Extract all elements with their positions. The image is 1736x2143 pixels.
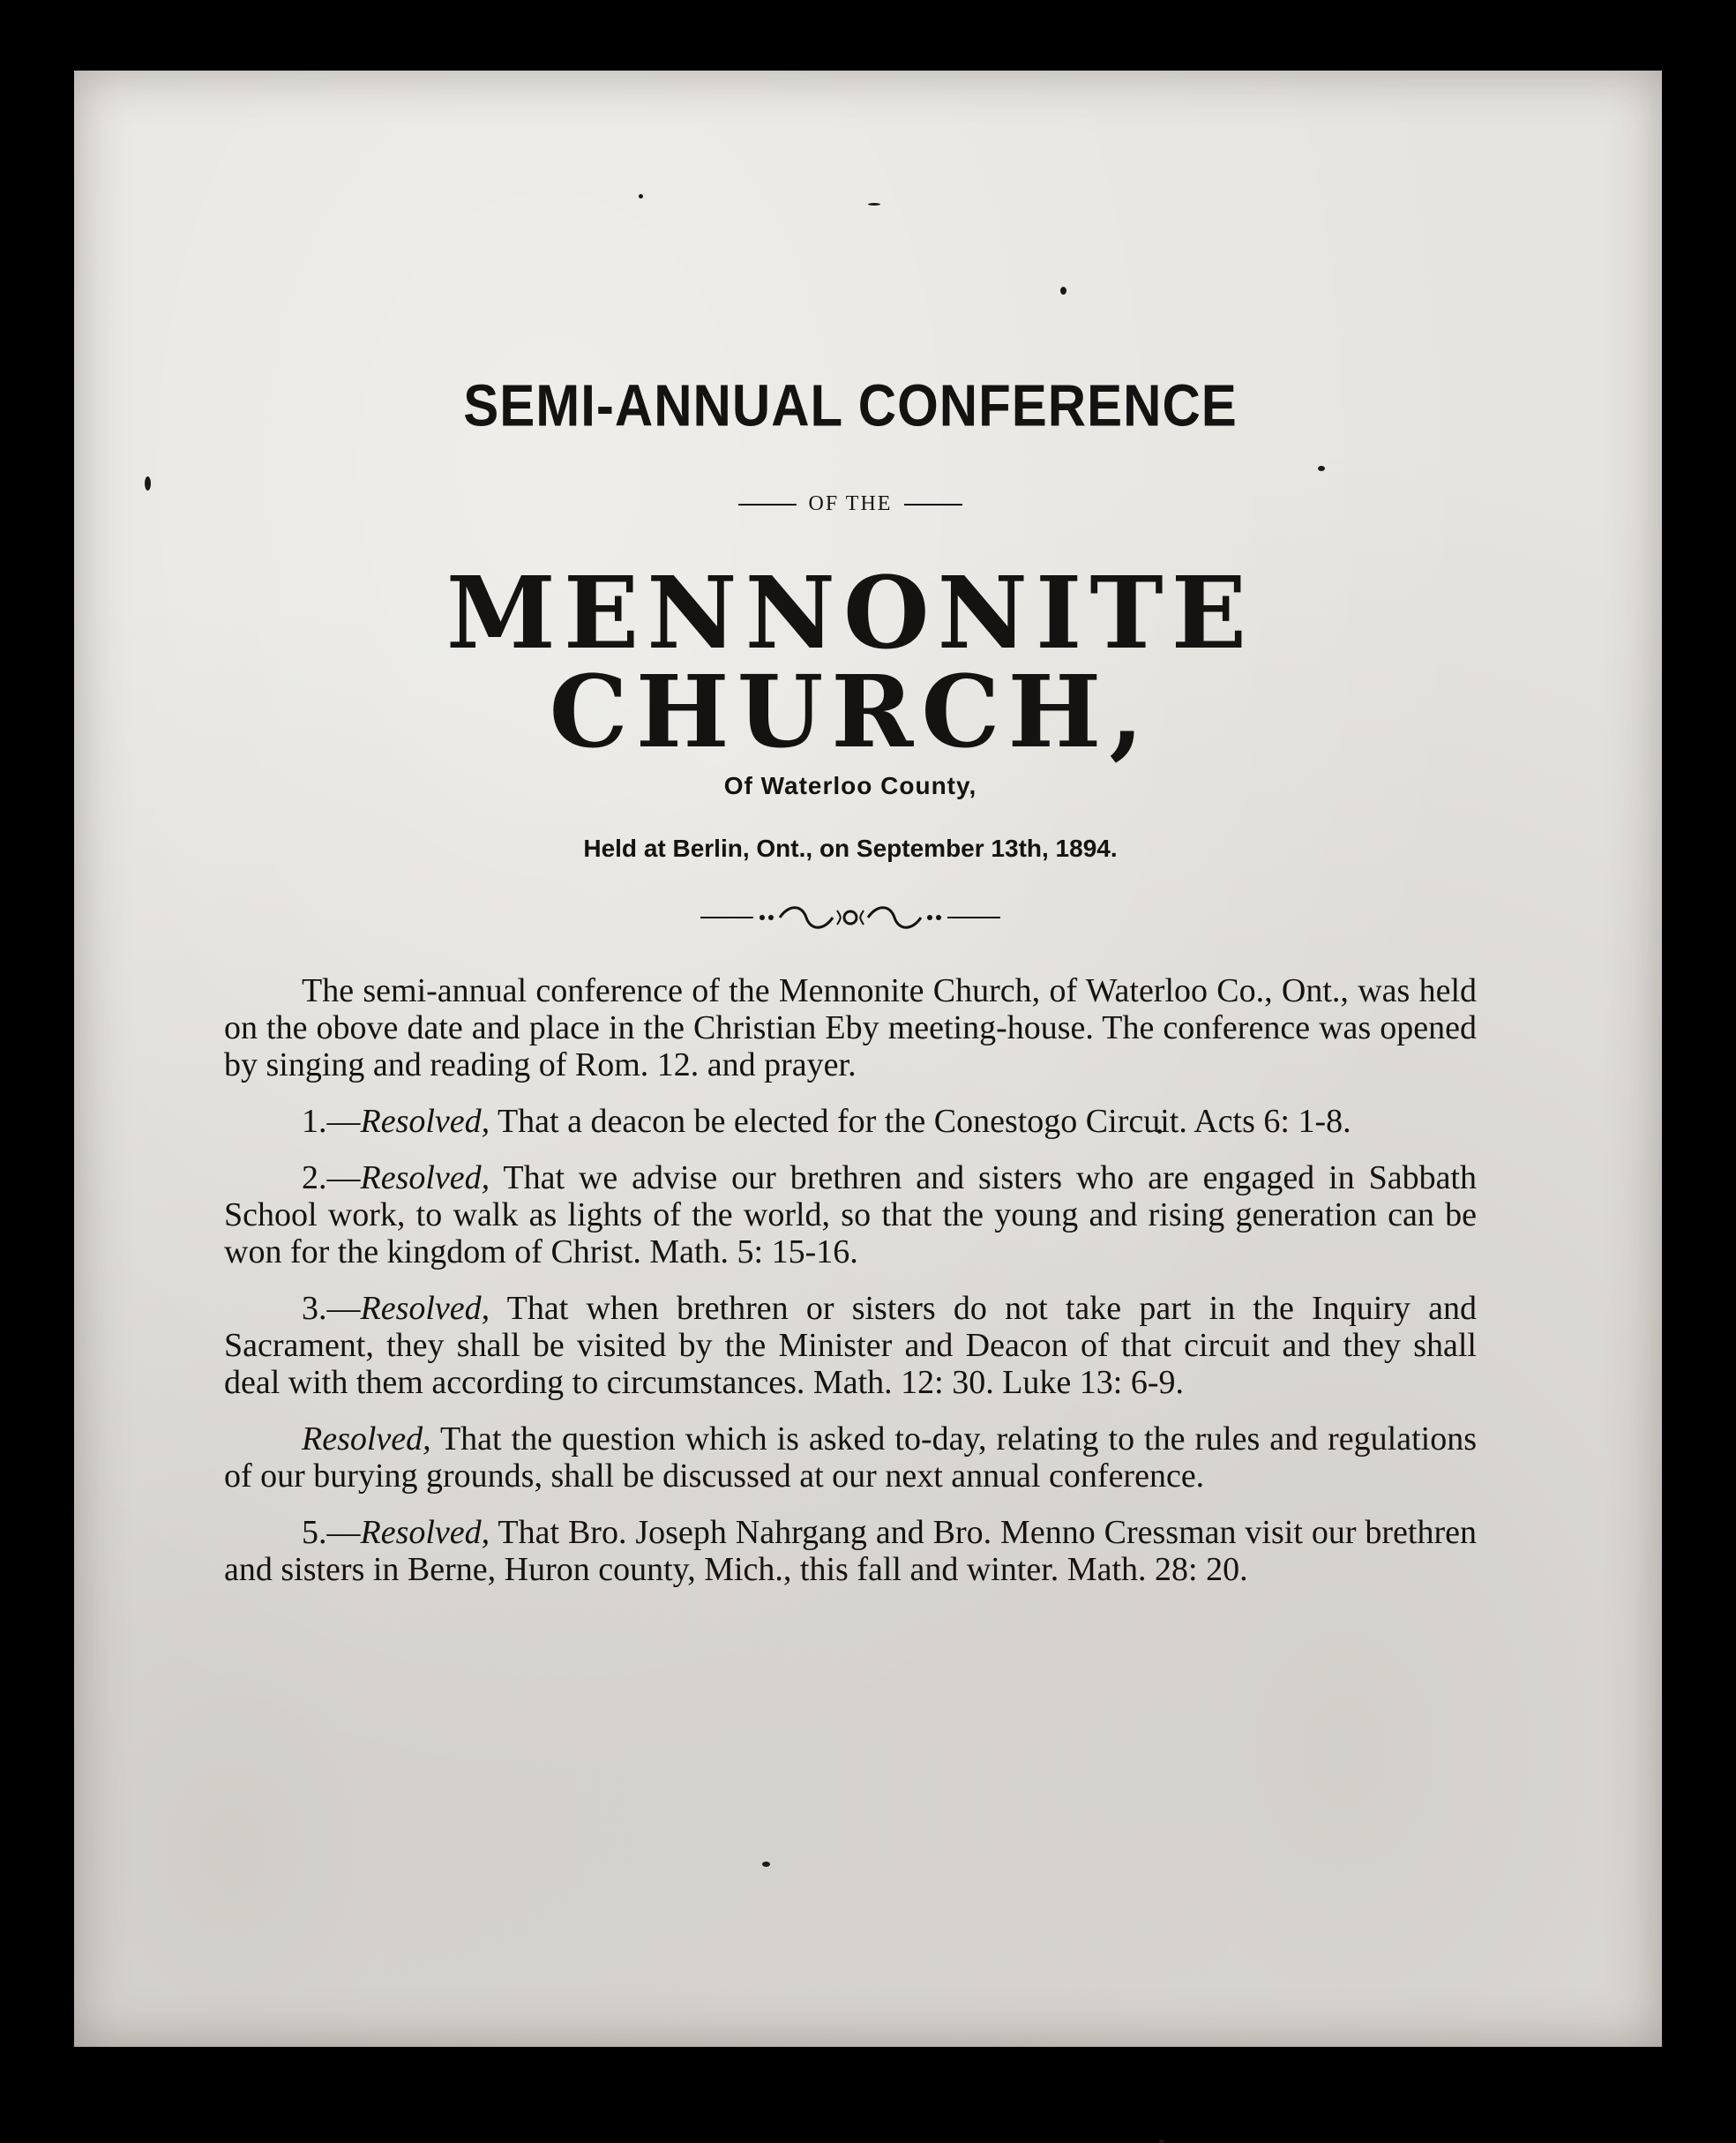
- heading-mennonite-church: MENNONITE CHURCH,: [445, 556, 1255, 770]
- decorative-flourish-icon: [224, 900, 1477, 935]
- resolved-label: Resolved,: [360, 1103, 490, 1140]
- paragraph-text: That the question which is asked to-day, relating to the rules and regulations of our burying grounds, shall be discussed at our next annual conference.: [224, 1420, 1477, 1495]
- of-the-label: OF THE: [808, 492, 893, 515]
- document-page: [74, 71, 1662, 2047]
- resolution-number: 5.—: [302, 1514, 361, 1551]
- resolved-label: Resolved,: [360, 1290, 490, 1327]
- resolution-number: 3.—: [302, 1290, 361, 1327]
- subheading-county: Of Waterloo County,: [723, 772, 977, 799]
- paragraph-text: That a deacon be elected for the Conestogo Circuit. Acts 6: 1-8.: [490, 1103, 1351, 1140]
- paragraph-text: That when brethren or sisters do not take part in the Inquiry and Sacrament, they shall be visited by the Minister and Deacon of that circuit and they shall deal with them according to circumstances. Math. 12: 30. Luke 13: 6-9.: [224, 1290, 1477, 1401]
- paragraph-resolution-1: [224, 1103, 1477, 1140]
- left-rule: [738, 504, 797, 506]
- paragraph-resolution-5: [224, 1514, 1477, 1588]
- resolved-label: Resolved,: [360, 1514, 490, 1551]
- subheading-of-the: [224, 492, 1477, 516]
- body-text: [224, 972, 1477, 1607]
- right-rule: [904, 504, 962, 506]
- resolution-number: 1.—: [302, 1103, 361, 1140]
- resolution-number: 2.—: [302, 1159, 361, 1196]
- paragraph-text: That we advise our brethren and sisters who are engaged in Sabbath School work, to walk as lights of the world, so that the young and rising generation can be won for the kingdom of Christ. Math. 5: 15-16.: [224, 1159, 1477, 1270]
- resolved-label: Resolved,: [360, 1159, 490, 1196]
- paragraph-resolution-2: [224, 1159, 1477, 1270]
- paragraph-text: The semi-annual conference of the Mennonite Church, of Waterloo Co., Ont., was held on the obove date and place in the Christian Eby meeting-house. The conference was opened by singing and reading of Rom. 12. and prayer.: [224, 972, 1477, 1083]
- paragraph-intro: [224, 972, 1477, 1083]
- subheading-date-place: Held at Berlin, Ont., on September 13th, 1894.: [583, 835, 1118, 862]
- heading-semi-annual-conference: SEMI-ANNUAL CONFERENCE: [463, 371, 1238, 439]
- page-content: [224, 71, 1477, 2047]
- paragraph-resolution-4: [224, 1420, 1477, 1495]
- paragraph-resolution-3: [224, 1290, 1477, 1401]
- paragraph-text: That Bro. Joseph Nahrgang and Bro. Menno Cressman visit our brethren and sisters in Berne, Huron county, Mich., this fall and winter. Math. 28: 20.: [224, 1514, 1477, 1588]
- resolved-label: Resolved,: [302, 1420, 431, 1457]
